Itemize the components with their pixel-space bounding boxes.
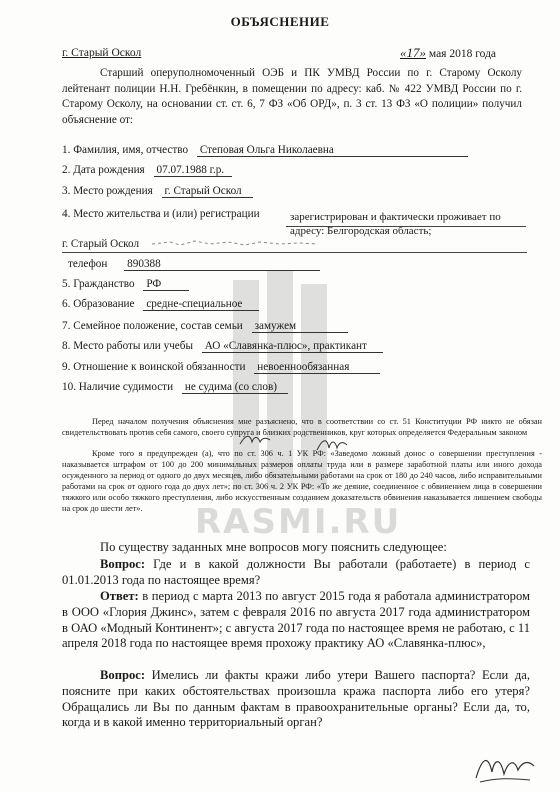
date-day: «17» — [400, 45, 426, 60]
underline — [62, 252, 527, 253]
question-text: Где и в какой должности Вы работали (работаете) в период с 01.01.2013 года по настоящее время? — [62, 557, 530, 587]
field-value: г. Старый Оскол — [162, 185, 253, 198]
date-month-year: мая 2018 года — [426, 48, 497, 60]
field-residence — [62, 208, 260, 220]
question-text: Имелись ли факты кражи либо утери Вашего паспорта? Если да, поясните при каких обстоятельствах произошла кража паспорта либо его утеря? Обращались ли Вы по данным фактам в правоохранительные органы? Если да, то, когда и в какой именно территориальный орган? — [62, 668, 530, 730]
field-residence-cont — [62, 238, 139, 250]
field-label: 10. Наличие судимости — [62, 381, 174, 393]
field-value: 07.07.1988 г.р. — [154, 164, 232, 177]
field-value: средне-специальное — [143, 298, 259, 311]
header-city: г. Старый Оскол — [62, 47, 142, 59]
answer-label: Ответ: — [100, 589, 139, 603]
question-2 — [62, 668, 530, 731]
field-label: 9. Отношение к воинской обязанности — [62, 361, 246, 373]
field-residence-value: зарегистрирован и фактически проживает по адресу: Белгородская область; — [290, 211, 501, 237]
redaction-scribble — [150, 236, 320, 250]
field-value: г. Старый Оскол — [62, 238, 140, 250]
signature-small — [315, 436, 349, 454]
field-work-place — [62, 340, 383, 353]
question-1 — [62, 557, 530, 589]
field-value: замужем — [252, 320, 348, 333]
underline — [286, 226, 526, 227]
signature-small — [238, 432, 272, 448]
header-date — [400, 45, 496, 61]
question-label: Вопрос: — [100, 668, 146, 682]
intro-paragraph: Старший оперуполномоченный ОЭБ и ПК УМВД России по г. Старому Осколу лейтенант полиции Н.Н. Гребёнкин, в помещении по адресу: каб. № 422 УМВД России по г. Старому Осколу, на основании ст. ст. 6, 7 ФЗ «Об ОРД», п. 3 ст. 13 ФЗ «О полиции» получил объяснение от: — [62, 67, 522, 126]
field-label: 5. Гражданство — [62, 278, 135, 290]
field-military — [62, 361, 380, 374]
field-full-name — [62, 144, 468, 157]
liability-notice: Кроме того я предупрежден (а), что по ст. 306 ч. 1 УК РФ: «Заведомо ложный донос о совершении преступления - наказывается штрафом от 100 до 200 минимальных размеров оплаты труда или в размере заработной платы или иного дохода осужденного за период от одного до двух месяцев, либо обязательными работами на срок от 180 до 240 часов, либо исправительными работами на срок от одного года до двух лет»; по ст. 306 ч. 2 УК РФ: «То же деяние, соединенное с обвинением лица в совершении тяжкого или особо тяжкого преступления, либо искусственным созданием доказательств обвинения наказывается лишением свободы на срок до шести лет». — [62, 449, 542, 513]
field-label: 7. Семейное положение, состав семьи — [62, 320, 243, 332]
field-label: 6. Образование — [62, 298, 135, 310]
field-value: невоеннообязанная — [254, 361, 380, 374]
signature — [470, 748, 540, 788]
field-value: РФ — [143, 278, 189, 291]
field-label: телефон — [68, 258, 108, 270]
field-value: Степовая Ольга Николаевна — [197, 144, 468, 157]
statement-lead: По существу заданных мне вопросов могу пояснить следующее: — [100, 540, 447, 554]
field-birth-place — [62, 185, 253, 198]
field-label: 1. Фамилия, имя, отчество — [62, 144, 189, 156]
field-birth-date — [62, 164, 232, 177]
answer-1 — [62, 589, 530, 652]
field-value: АО «Славянка-плюс», практикант — [202, 340, 383, 353]
field-label: 8. Место работы или учебы — [62, 340, 193, 352]
document-title: ОБЪЯСНЕНИЕ — [230, 14, 330, 29]
field-value: не судима (со слов) — [182, 381, 288, 394]
field-label: 2. Дата рождения — [62, 164, 145, 176]
answer-text: в период с марта 2013 по август 2015 года я работала администратором в ООО «Глория Джинс», затем с февраля 2016 по августа 2017 года администратором в ОАО «Модный Континент»; с августа 2017 года по настоящее время не работаю, с 11 апреля 2018 года по настоящее время прохожу практику АО «Славянка-плюс», — [62, 589, 530, 651]
field-value: 890388 — [124, 258, 320, 271]
field-label: 3. Место рождения — [62, 185, 153, 197]
field-family-status — [62, 320, 348, 333]
field-criminal-record — [62, 381, 288, 394]
watermark-text: RASMI.RU — [195, 502, 402, 542]
question-label: Вопрос: — [100, 557, 146, 571]
rights-notice: Перед началом получения объяснения мне разъяснено, что в соответствии со ст. 51 Конституции РФ никто не обязан свидетельствовать против себя самого, своего супруга и близких родственников, круг которых определяется Федеральным законом — [62, 417, 542, 437]
field-education — [62, 298, 259, 311]
field-citizenship — [62, 278, 189, 291]
field-phone — [68, 258, 320, 271]
field-label: 4. Место жительства и (или) регистрации — [62, 208, 260, 220]
